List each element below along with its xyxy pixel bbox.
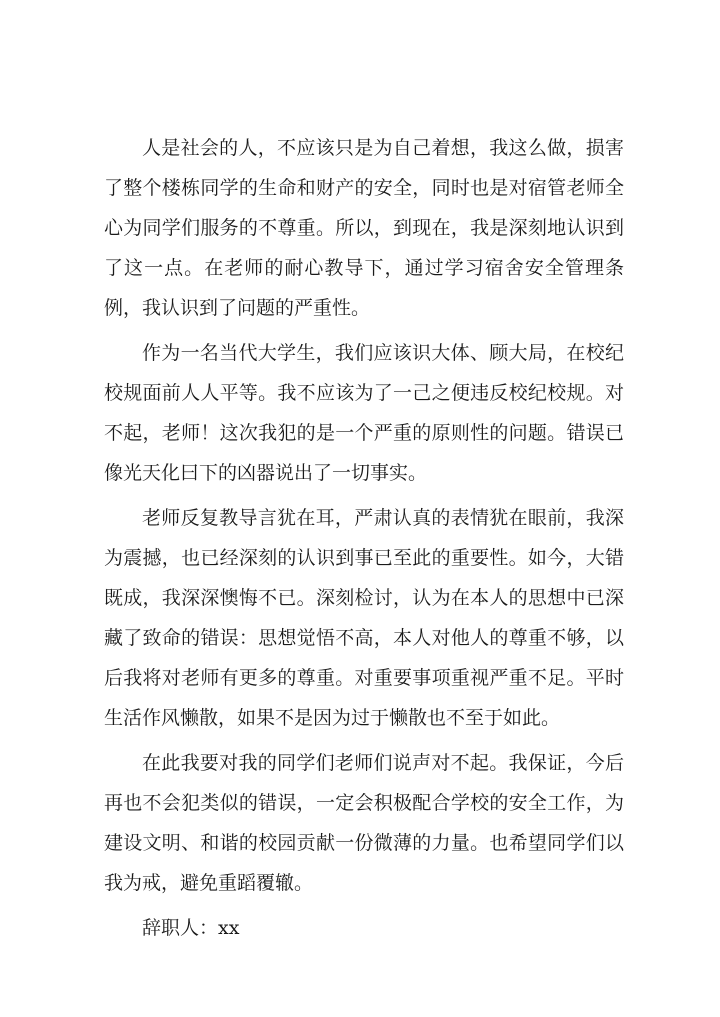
signature-line: 辞职人：xx (142, 917, 240, 939)
document-body (104, 128, 624, 953)
paragraph-4: 在此我要对我的同学们老师们说声对不起。我保证，今后再也不会犯类似的错误，一定会积极配合学校的安全工作，为建设文明、和谐的校园贡献一份微薄的力量。也希望同学们以我为戒，避免重蹈覆辙。 (104, 752, 624, 894)
paragraph-2: 作为一名当代大学生，我们应该识大体、顾大局，在校纪校规面前人人平等。我不应该为了一己之便违反校纪校规。对不起，老师！这次我犯的是一个严重的原则性的问题。错误已像光天化曰下的凶器说出了一切事实。 (104, 342, 624, 484)
paragraph-3: 老师反复教导言犹在耳，严肃认真的表情犹在眼前，我深为震撼，也已经深刻的认识到事已至此的重要性。如今，大错既成，我深深懊悔不已。深刻检讨，认为在本人的思想中已深藏了致命的错误：思想觉悟不高，本人对他人的尊重不够，以后我将对老师有更多的尊重。对重要事项重视严重不足。平时生活作风懒散，如果不是因为过于懒散也不至于如此。 (104, 507, 624, 729)
paragraph-1: 人是社会的人，不应该只是为自己着想，我这么做，损害了整个楼栋同学的生命和财产的安全，同时也是对宿管老师全心为同学们服务的不尊重。所以，到现在，我是深刻地认识到了这一点。在老师的耐心教导下，通过学习宿舍安全管理条例，我认识到了问题的严重性。 (104, 137, 624, 319)
